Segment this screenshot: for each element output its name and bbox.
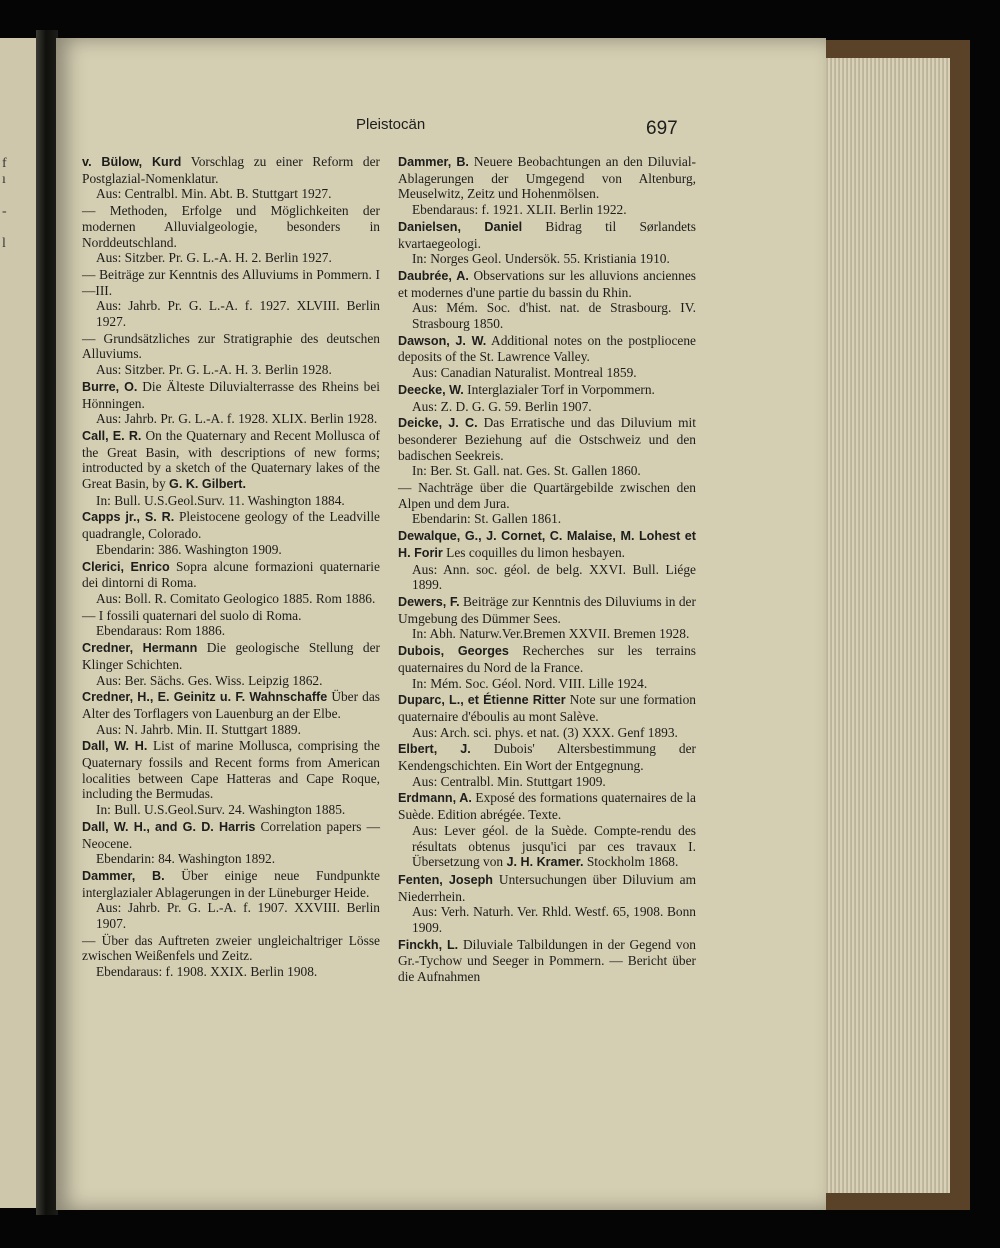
publication-source: Ebendarin: 84. Washington 1892. [96,851,276,867]
entry-publication [82,411,380,427]
entry-citation [398,643,696,675]
entry-publication [398,626,696,642]
publication-source: Aus: Sitzber. Pr. G. L.-A. H. 2. Berlin 1927. [96,250,332,266]
publication-translator: J. H. Kramer. [506,855,584,870]
bibliography-entry [398,741,696,789]
left-page-fragment: f [2,156,7,171]
publication-source: Ebendaraus: f. 1908. XXIX. Berlin 1908. [96,964,318,980]
entry-author: Credner, H., E. Geinitz u. F. Wahnschaffe [82,690,328,705]
bibliography-entry [82,738,380,818]
page-stack [810,40,970,1210]
entry-publication [82,542,380,558]
entry-citation [398,268,696,300]
entry-publication [398,251,696,267]
entry-publication [82,362,380,378]
entry-citation [82,559,380,591]
bibliography-entry [398,219,696,267]
entry-publication [398,725,696,741]
entry-citation [398,219,696,251]
entry-author: Daubrée, A. [398,268,469,283]
entry-publication [398,463,696,479]
entry-title: Über einige neue Fundpunkte interglazialer Ablagerungen in der Lüneburger Heide. [82,867,380,900]
entry-editor: G. K. Gilbert. [169,477,247,492]
entry-author: v. Bülow, Kurd [82,155,182,169]
bibliography-entry [398,872,696,936]
entry-author: Credner, Hermann [82,641,198,656]
entry-citation [82,608,380,624]
publication-source: Ebendaraus: Rom 1886. [96,623,226,639]
publication-source: Ebendarin: St. Gallen 1861. [412,511,562,527]
bibliography-entry [398,382,696,414]
entry-author: Clerici, Enrico [82,559,170,574]
bibliography-entry [82,608,380,639]
entry-citation [398,741,696,773]
entry-author: Dubois, Georges [398,644,509,659]
entry-author: Dall, W. H., and G. D. Harris [82,819,256,834]
entry-title: Note sur une formation quaternaire d'éboulis au mont Salève. [398,692,696,724]
bibliography-entry [82,203,380,266]
entry-publication [82,802,380,818]
entry-publication [398,774,696,790]
bibliography-entry [82,509,380,557]
entry-citation [398,937,696,985]
entry-title: — Methoden, Erfolge und Möglichkeiten der modernen Alluvialgeologie, besonders in Norddeutschland. [82,203,380,250]
entry-author: Duparc, L., et Étienne Ritter [398,693,566,708]
entry-author: Deicke, J. C. [398,416,478,431]
entry-publication [398,904,696,935]
publication-source: Aus: Verh. Naturh. Ver. Rhld. Westf. 65, 1908. Bonn 1909. [412,904,696,936]
entry-publication [398,511,696,527]
publication-source: Aus: Z. D. G. G. 59. Berlin 1907. [412,398,592,414]
entry-citation [398,382,696,399]
entry-citation [398,790,696,822]
right-column [398,154,696,986]
publication-source: Aus: Centralbl. Min. Stuttgart 1909. [412,773,606,789]
entry-title: Bidrag til Sørlandets kvartaegeologi. [398,218,696,251]
entry-citation [398,333,696,365]
entry-author: Danielsen, Daniel [398,219,523,234]
entry-citation [82,331,380,362]
entry-citation [398,154,696,202]
bibliography-entry [398,480,696,527]
entry-citation [82,267,380,298]
entry-citation [398,594,696,626]
entry-title: List of marine Mollusca, comprising the Quaternary fossils and Recent forms from American localities between Cape Hatteras and Cape Roque, including the Bermudas. [82,738,380,802]
entry-title: Neuere Beobachtungen an den Diluvial-Ablagerungen der Umgegend von Altenburg, Meuselwitz, Zeitz und Hohenmölsen. [398,154,697,202]
entry-title: Diluviale Talbildungen in der Gegend von Gr.-Tychow und Seeger in Pommern. — Bericht über die Aufnahmen [398,936,696,985]
entry-citation [82,868,380,900]
bibliography-entry [398,643,696,691]
bibliography-entry [82,154,380,202]
entry-title: Untersuchungen über Diluvium am Niederrhein. [398,871,696,904]
bibliography-entry [398,415,696,479]
entry-publication [398,300,696,331]
bibliography-entry [82,933,380,980]
bibliography-entry [82,868,380,932]
entry-publication [82,900,380,931]
publication-source: Aus: Centralbl. Min. Abt. B. Stuttgart 1927. [96,186,332,202]
publication-source: Aus: Jahrb. Pr. G. L.-A. f. 1928. XLIX. Berlin 1928. [96,411,378,427]
entry-title: — Nachträge über die Quartärgebilde zwischen den Alpen und dem Jura. [398,480,696,511]
entry-title: Interglazialer Torf in Vorpommern. [467,381,655,397]
entry-title: Observations sur les alluvions anciennes et modernes d'une partie du bassin du Rhin. [398,267,696,300]
publication-source: In: Bull. U.S.Geol.Surv. 11. Washington 1884. [96,492,345,508]
entry-title: Die Älteste Diluvialterrasse des Rheins bei Hönningen. [82,378,380,411]
entry-author: Erdmann, A. [398,791,472,806]
entry-author: Dawson, J. W. [398,333,487,348]
entry-title: On the Quaternary and Recent Mollusca of the Great Basin, with descriptions of new forms; introducted by a sketch of the Quaternary lakes of the Great Basin, by [82,427,380,492]
entry-citation [82,379,380,411]
entry-title: Über das Alter des Torflagers von Lauenburg an der Elbe. [82,689,380,721]
publication-source: Aus: Canadian Naturalist. Montreal 1859. [412,365,637,381]
entry-author: Elbert, J. [398,742,471,757]
entry-author: Call, E. R. [82,428,142,443]
entry-title: Recherches sur les terrains quaternaires du Nord de la France. [398,643,696,675]
entry-author: Finckh, L. [398,937,459,952]
publication-source: In: Bull. U.S.Geol.Surv. 24. Washington 1885. [96,802,346,818]
running-header: Pleistocän [356,116,426,133]
entry-publication [82,250,380,266]
entry-publication [82,722,380,738]
bibliography-entry [82,689,380,737]
entry-author: Dewalque, G., J. Cornet, C. Malaise, M. Lohest et H. Forir [398,529,696,560]
entry-citation [82,933,380,964]
entry-publication [398,399,696,415]
entry-title: Beiträge zur Kenntnis des Diluviums in der Umgebung des Dümmer Sees. [398,593,696,626]
left-column [82,154,380,981]
entry-title: Exposé des formations quaternaires de la Suède. Edition abrégée. Texte. [398,790,696,823]
bibliography-entry [82,428,380,509]
publication-source: Ebendarin: 386. Washington 1909. [96,541,282,557]
entry-citation [398,480,696,511]
left-page-fragment: ı [2,172,6,187]
bibliography-entry [398,268,696,332]
entry-author: Dall, W. H. [82,739,148,754]
publication-source: In: Mém. Soc. Géol. Nord. VIII. Lille 1924. [412,675,648,691]
entry-citation [82,154,380,186]
bibliography-entry [82,331,380,378]
entry-citation [82,819,380,851]
entry-author: Deecke, W. [398,382,464,397]
page-edges [820,58,950,1193]
left-page-edge [0,38,36,1208]
entry-citation [398,872,696,904]
publication-source: In: Norges Geol. Undersök. 55. Kristiania 1910. [412,251,670,267]
entry-title: — Grundsätzliches zur Stratigraphie des deutschen Alluviums. [82,330,380,362]
publication-source: In: Ber. St. Gall. nat. Ges. St. Gallen 1860. [412,463,641,479]
page-number: 697 [646,118,678,139]
bibliography-entry [398,528,696,593]
entry-publication [398,202,696,218]
publication-source: Aus: Mém. Soc. d'hist. nat. de Strasbourg. IV. Strasbourg 1850. [412,300,696,332]
book-page [56,38,826,1210]
entry-citation [398,692,696,724]
bibliography-entry [82,819,380,867]
entry-title: Pleistocene geology of the Leadville quadrangle, Colorado. [82,509,381,542]
publication-source: Aus: Boll. R. Comitato Geologico 1885. Rom 1886. [96,590,376,606]
publication-source: Aus: Ber. Sächs. Ges. Wiss. Leipzig 1862. [96,672,323,688]
entry-author: Capps jr., S. R. [82,510,175,525]
bibliography-entry [82,559,380,607]
entry-citation [398,528,696,561]
left-page-fragment: l [2,236,6,251]
publication-place: Stockholm 1868. [586,854,679,870]
entry-title: — Beiträge zur Kenntnis des Alluviums in Pommern. I—III. [82,266,380,298]
publication-source: Aus: Ann. soc. géol. de belg. XXVI. Bull. Liége 1899. [412,561,696,593]
entry-title: Correlation papers — Neocene. [82,818,380,851]
publication-source: Ebendaraus: f. 1921. XLII. Berlin 1922. [412,202,627,218]
entry-citation [398,415,696,463]
entry-publication [82,623,380,639]
publication-source: Aus: Jahrb. Pr. G. L.-A. f. 1907. XXVIII. Berlin 1907. [96,900,380,932]
entry-title: Die geologische Stellung der Klinger Schichten. [82,640,380,672]
entry-title: Sopra alcune formazioni quaternarie dei dintorni di Roma. [82,558,380,591]
entry-title: Vorschlag zu einer Reform der Postglazial-Nomenklatur. [82,154,381,186]
entry-citation [82,640,380,672]
bibliography-entry [398,692,696,740]
entry-publication [82,964,380,980]
entry-publication [398,676,696,692]
entry-citation [82,203,380,250]
entry-publication [82,298,380,329]
publication-source: Aus: Jahrb. Pr. G. L.-A. f. 1927. XLVIII. Berlin 1927. [96,298,380,330]
entry-publication [82,673,380,689]
entry-publication [82,493,380,509]
bibliography-entry [82,640,380,688]
bibliography-entry [398,594,696,642]
entry-publication [82,851,380,867]
entry-title: Additional notes on the postpliocene deposits of the St. Lawrence Valley. [398,332,696,365]
bibliography-entry [82,379,380,427]
entry-publication [82,186,380,202]
left-page-fragment: - [2,204,7,219]
entry-author: Dammer, B. [398,155,469,169]
entry-citation [82,689,380,721]
entry-author: Dammer, B. [82,868,165,883]
entry-title: — Über das Auftreten zweier ungleichaltriger Lösse zwischen Weißenfels und Zeitz. [82,932,380,964]
book-gutter [36,30,58,1215]
entry-title: — I fossili quaternari del suolo di Roma. [82,607,302,623]
publication-source: Aus: Sitzber. Pr. G. L.-A. H. 3. Berlin 1928. [96,362,332,378]
entry-citation [82,428,380,493]
entry-publication [398,562,696,593]
entry-author: Dewers, F. [398,594,460,609]
bibliography-entry [398,790,696,871]
entry-citation [82,738,380,802]
publication-source: Aus: Arch. sci. phys. et nat. (3) XXX. Genf 1893. [412,724,678,740]
entry-citation [82,509,380,541]
entry-publication [82,591,380,607]
bibliography-entry [398,333,696,381]
entry-title: Das Erratische und das Diluvium mit besonderer Beziehung auf die Ostschweiz und den badischen Seekreis. [398,415,696,463]
entry-author: Burre, O. [82,379,138,394]
bibliography-entry [398,154,696,218]
bibliography-entry [82,267,380,330]
entry-title: Les coquilles du limon hesbayen. [446,544,626,560]
entry-title: Dubois' Altersbestimmung der Kendengschichten. Ein Wort der Entgegnung. [398,741,696,774]
entry-publication [398,365,696,381]
entry-publication [398,823,696,871]
publication-source: Aus: N. Jahrb. Min. II. Stuttgart 1889. [96,721,301,737]
publication-source: In: Abh. Naturw.Ver.Bremen XXVII. Bremen 1928. [412,626,690,642]
bibliography-entry [398,937,696,985]
entry-author: Fenten, Joseph [398,872,493,887]
publication-source: Aus: Lever géol. de la Suède. Compte-rendu des résultats obtenus jusqu'ici par ces travaux I. Übersetzung von [412,822,696,870]
